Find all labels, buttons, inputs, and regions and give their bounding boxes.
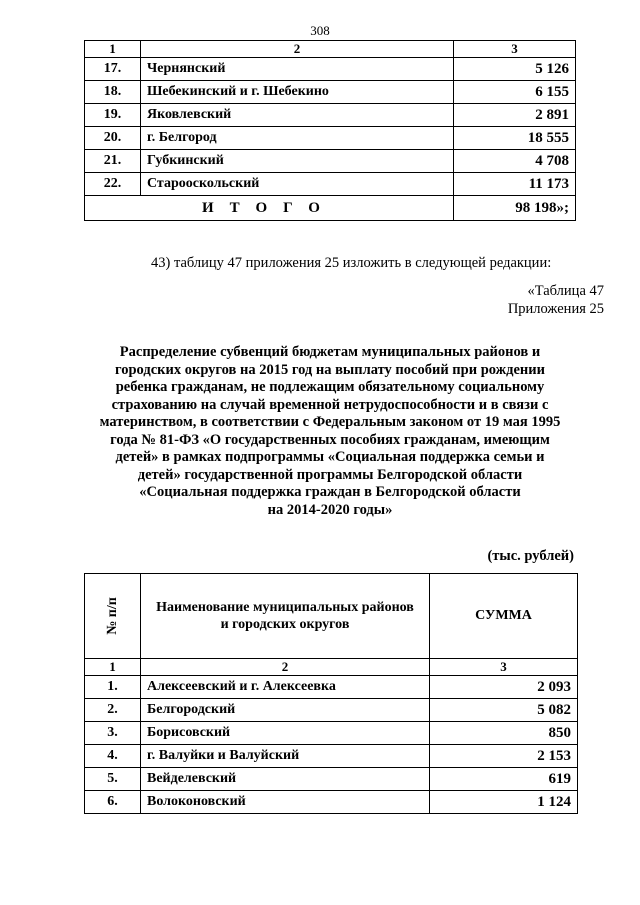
page-number: 308 [310, 23, 330, 38]
col-index-2: 2 [141, 41, 454, 58]
table-row [85, 81, 576, 104]
table-row [85, 127, 576, 150]
title-line: городских округов на 2015 год на выплату пособий при рождении [114, 361, 545, 378]
district-sum: 6 155 [454, 81, 576, 104]
district-name: г. Валуйки и Валуйский [141, 745, 430, 768]
district-sum: 11 173 [454, 173, 576, 196]
total-label: ИТОГО [85, 196, 454, 221]
appendix-caption: Приложения 25 [507, 301, 604, 317]
table-row [85, 768, 578, 791]
district-sum: 18 555 [454, 127, 576, 150]
row-number: 17. [85, 58, 141, 81]
table-header-row [85, 41, 576, 58]
row-number: 21. [85, 150, 141, 173]
title-line: года № 81-ФЗ «О государственных пособиях гражданам, имеющим [110, 431, 550, 448]
row-number: 20. [85, 127, 141, 150]
district-name: Волоконовский [141, 791, 430, 814]
total-value: 98 198»; [454, 196, 576, 221]
table-heading-row [85, 574, 578, 659]
amendment-instruction: 43) таблицу 47 приложения 25 изложить в следующей редакции: [151, 255, 552, 271]
district-name: Старооскольский [141, 173, 454, 196]
title-line: «Социальная поддержка граждан в Белгородской области [139, 484, 521, 500]
col-index-1: 1 [85, 659, 141, 676]
title-line: Распределение субвенций бюджетам муниципальных районов и [119, 344, 541, 360]
subventions-table [84, 573, 578, 814]
district-name: Губкинский [141, 150, 454, 173]
table-row [85, 58, 576, 81]
col-index-2: 2 [141, 659, 430, 676]
title-line: на 2014-2020 годы» [267, 501, 393, 518]
col-number-label: № п/п [104, 597, 120, 635]
district-name: Белгородский [141, 699, 430, 722]
districts-table-continued [84, 40, 576, 221]
row-number: 6. [85, 791, 141, 814]
district-name: г. Белгород [141, 127, 454, 150]
district-sum: 2 093 [430, 676, 578, 699]
table-row [85, 104, 576, 127]
col-name-line: Наименование муниципальных районов [156, 600, 414, 615]
table-row [85, 791, 578, 814]
district-name: Борисовский [141, 722, 430, 745]
district-name: Алексеевский и г. Алексеевка [141, 676, 430, 699]
col-number-heading [85, 574, 141, 659]
district-sum: 2 153 [430, 745, 578, 768]
district-name: Яковлевский [141, 104, 454, 127]
col-name-line: и городских округов [220, 617, 350, 632]
total-row [85, 196, 576, 221]
district-sum: 1 124 [430, 791, 578, 814]
row-number: 19. [85, 104, 141, 127]
row-number: 2. [85, 699, 141, 722]
table-row [85, 173, 576, 196]
district-sum: 5 126 [454, 58, 576, 81]
row-number: 22. [85, 173, 141, 196]
district-name: Чернянский [141, 58, 454, 81]
district-sum: 619 [430, 768, 578, 791]
table-header-row [85, 659, 578, 676]
unit-label: (тыс. рублей) [487, 548, 574, 564]
table-row [85, 722, 578, 745]
district-name: Шебекинский и г. Шебекино [141, 81, 454, 104]
row-number: 3. [85, 722, 141, 745]
district-sum: 2 891 [454, 104, 576, 127]
table-row [85, 745, 578, 768]
title-line: материнством, в соответствии с Федеральным законом от 19 мая 1995 [99, 414, 561, 430]
document-title [95, 344, 565, 519]
district-sum: 4 708 [454, 150, 576, 173]
col-index-1: 1 [85, 41, 141, 58]
row-number: 1. [85, 676, 141, 699]
col-index-3: 3 [430, 659, 578, 676]
table-row [85, 150, 576, 173]
title-line: ребенка гражданам, не подлежащим обязательному социальному [115, 379, 545, 395]
col-index-3: 3 [454, 41, 576, 58]
district-sum: 850 [430, 722, 578, 745]
table-row [85, 676, 578, 699]
row-number: 5. [85, 768, 141, 791]
table-caption: «Таблица 47 [527, 283, 604, 299]
col-sum-heading: СУММА [430, 574, 578, 659]
title-line: страхованию на случай временной нетрудоспособности и в связи с [111, 396, 549, 413]
district-sum: 5 082 [430, 699, 578, 722]
title-line: детей» государственной программы Белгородской области [137, 466, 523, 483]
title-line: детей» в рамках подпрограммы «Социальная поддержка семьи и [115, 449, 545, 465]
table-row [85, 699, 578, 722]
row-number: 18. [85, 81, 141, 104]
col-name-heading [141, 574, 430, 659]
district-name: Вейделевский [141, 768, 430, 791]
row-number: 4. [85, 745, 141, 768]
